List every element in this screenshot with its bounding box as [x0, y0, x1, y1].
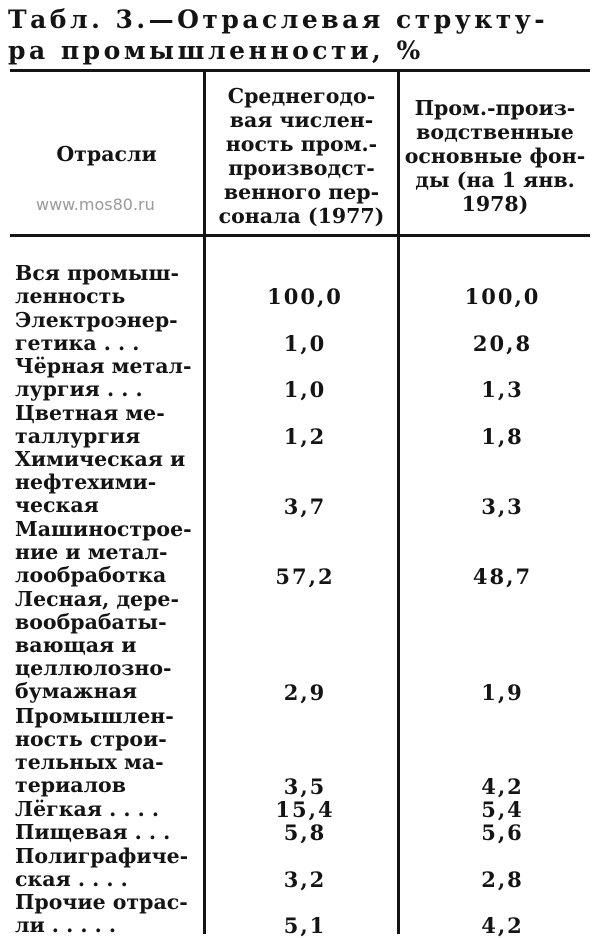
column-header-line: основные фон-: [404, 144, 586, 168]
personnel-share-cell: 3,5: [283, 773, 327, 799]
personnel-share-cell: 3,7: [283, 493, 327, 519]
table-title-line-1: Табл. 3.—Отраслевая структу-: [8, 5, 549, 34]
personnel-share-cell: 1,2: [283, 424, 327, 450]
fixed-assets-share-cell: 4,2: [481, 773, 524, 799]
column-header-line: производст-: [228, 156, 375, 180]
personnel-share-cell: 5,8: [283, 820, 327, 846]
column-header-fixed-assets: [400, 96, 590, 216]
table-row: [0, 705, 600, 798]
sector-name-line: ленность: [15, 284, 126, 308]
sector-name-line: териалов: [15, 772, 126, 797]
sector-name-line: Электроэнер-: [15, 307, 178, 332]
sector-name-line: Вся промыш-: [15, 261, 179, 285]
table-row: [0, 518, 600, 588]
sector-name-line: ческая: [15, 493, 99, 518]
fixed-assets-share-cell: 5,4: [481, 796, 524, 822]
sector-name-line: Лёгкая . . . .: [15, 796, 160, 821]
sector-name: [15, 355, 200, 401]
fixed-assets-share-cell: 1,3: [481, 377, 524, 403]
header-rule: [10, 234, 590, 237]
fixed-assets-share-cell: 48,7: [472, 563, 533, 589]
sector-name-line: вообрабаты-: [15, 610, 167, 635]
watermark-text: www.mos80.ru: [36, 195, 155, 214]
personnel-share-cell: 3,2: [283, 866, 327, 892]
table-title-line-2: ра промышленности, %: [8, 36, 424, 65]
column-header-sector: [10, 142, 203, 166]
table-row: [0, 891, 600, 938]
column-header-line: Пром.-произ-: [414, 96, 576, 120]
sector-name-line: Прочие отрас-: [15, 890, 188, 915]
table-row: [0, 448, 600, 518]
sector-name-line: Машинострое-: [15, 517, 192, 542]
column-header-line: венного пер-: [223, 180, 380, 204]
sector-name: [15, 845, 200, 891]
column-header-line: ность пром.-: [225, 132, 378, 156]
table-row: [0, 309, 600, 356]
sector-name-line: целлюлозно-: [15, 656, 172, 681]
sector-name: [15, 588, 200, 703]
fixed-assets-share-cell: 3,3: [481, 493, 524, 519]
sector-name-line: вающая и: [15, 633, 137, 658]
sector-name-line: гетика . . .: [15, 330, 140, 355]
column-header-line: Отрасли: [56, 142, 157, 166]
sector-name-line: ность строи-: [15, 726, 167, 751]
sector-name: [15, 705, 200, 797]
sector-name-line: ли . . . . .: [15, 913, 117, 938]
sector-name: [15, 518, 200, 587]
sector-name-line: нефтехими-: [15, 470, 157, 495]
column-header-personnel: [206, 84, 397, 228]
fixed-assets-share-cell: 1,8: [481, 424, 524, 450]
sector-name: [15, 798, 200, 821]
column-header-line: ды (на 1 янв.: [415, 168, 575, 192]
column-header-line: вая числен-: [229, 108, 374, 132]
personnel-share-cell: 57,2: [275, 563, 335, 589]
sector-name-line: ская . . . .: [15, 866, 128, 891]
fixed-assets-share-cell: 20,8: [472, 330, 533, 356]
sector-name: [15, 891, 200, 937]
sector-name-line: ние и метал-: [15, 540, 168, 565]
personnel-share-cell: 1,0: [283, 330, 327, 356]
column-header-line: Среднегодо-: [227, 84, 376, 108]
sector-name-line: лообработка: [15, 563, 167, 588]
sector-name: [15, 309, 200, 355]
personnel-share-cell: 2,9: [283, 680, 327, 706]
table-row: [0, 262, 600, 309]
sector-name-line: Промышлен-: [15, 703, 174, 728]
fixed-assets-share-cell: 2,8: [481, 866, 524, 892]
column-header-line: сонала (1977): [218, 204, 385, 228]
sector-name-line: лургия . . .: [15, 377, 143, 402]
sector-name-line: Полиграфиче-: [15, 843, 189, 868]
sector-name: [15, 821, 200, 844]
table-row: [0, 588, 600, 705]
sector-name-line: тельных ма-: [15, 749, 164, 774]
sector-name-line: Лесная, дере-: [15, 587, 179, 612]
sector-name-line: Пищевая . . .: [15, 820, 171, 845]
column-header-line: водственные: [416, 120, 574, 144]
sector-name-line: бумажная: [15, 679, 138, 704]
fixed-assets-share-cell: 1,9: [481, 680, 524, 706]
sector-name-line: Чёрная метал-: [15, 354, 192, 379]
table-row: [0, 402, 600, 449]
fixed-assets-share-cell: 100,0: [464, 284, 541, 310]
column-header-line: 1978): [461, 192, 529, 216]
top-rule: [10, 69, 590, 72]
fixed-assets-share-cell: 5,6: [481, 820, 524, 846]
personnel-share-cell: 100,0: [267, 284, 343, 310]
table-row: [0, 821, 600, 844]
table-row: [0, 845, 600, 892]
fixed-assets-share-cell: 4,2: [481, 913, 524, 938]
personnel-share-cell: 1,0: [283, 377, 327, 403]
sector-name-line: таллургия: [15, 423, 141, 448]
sector-name: [15, 448, 200, 517]
personnel-share-cell: 15,4: [275, 796, 335, 822]
sector-name: [15, 262, 200, 308]
table-row: [0, 798, 600, 821]
table-row: [0, 355, 600, 402]
sector-name-line: Химическая и: [15, 447, 186, 472]
sector-name: [15, 402, 200, 448]
sector-name-line: Цветная ме-: [15, 400, 165, 425]
personnel-share-cell: 5,1: [283, 913, 327, 938]
table-title: [8, 4, 596, 66]
